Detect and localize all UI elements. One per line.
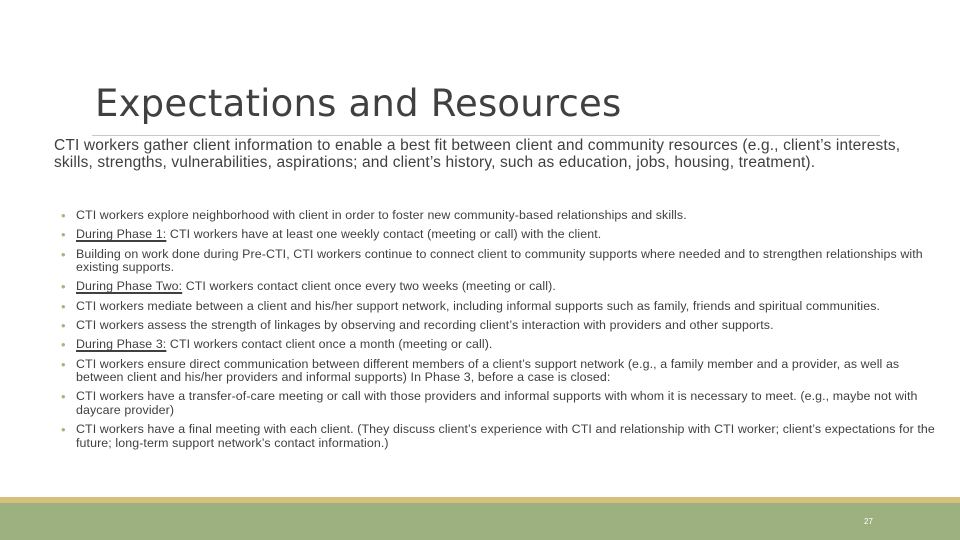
footer-band: [0, 503, 960, 540]
bullet-icon: •: [61, 356, 66, 372]
bullet-text: Building on work done during Pre-CTI, CTI workers continue to connect client to community supports where needed and to strengthen relationships with existing supports.: [76, 246, 923, 275]
bullet-text: CTI workers have a final meeting with each client. (They discuss client’s experience with CTI and relationship with CTI worker; client’s expectations for the future; long-term support network’s contact information.): [76, 422, 935, 450]
bullet-icon: •: [61, 422, 66, 438]
intro-paragraph: CTI workers gather client information to enable a best fit between client and community resources (e.g., client’s interests, skills, strengths, vulnerabilities, aspirations; and client’s history, such as education, jobs, housing, treatment).: [54, 137, 901, 171]
bullet-icon: •: [61, 318, 66, 333]
bullet-icon: •: [61, 279, 66, 295]
bullet-icon: •: [61, 389, 66, 405]
bullet-item: [61, 228, 941, 242]
phase-label: During Phase 3:: [76, 337, 167, 352]
bullet-icon: •: [61, 208, 66, 223]
bullet-icon: •: [61, 227, 66, 243]
bullet-text: CTI workers explore neighborhood with client in order to foster new community-based relationships and skills.: [76, 208, 687, 222]
page-number: 27: [864, 517, 873, 526]
bullet-icon: •: [61, 298, 66, 314]
bullet-item: [61, 423, 941, 450]
bullet-text: CTI workers contact client once a month (meeting or call).: [166, 337, 493, 352]
bullet-text: CTI workers contact client once every two weeks (meeting or call).: [182, 279, 556, 294]
phase-label: During Phase Two:: [76, 279, 183, 294]
bullet-item: [61, 209, 941, 223]
bullet-text: CTI workers assess the strength of linkages by observing and recording client’s interaction with providers and other supports.: [76, 318, 774, 332]
slide-title: Expectations and Resources: [95, 82, 622, 125]
bullet-text: CTI workers ensure direct communication between different members of a client’s support network (e.g., a family member and a provider, as well as between client and his/her providers and informal supports) In Phase 3, before a case is closed:: [76, 356, 900, 385]
bullet-icon: •: [61, 337, 66, 353]
phase-label: During Phase 1:: [76, 227, 167, 242]
bullet-item: [61, 358, 941, 385]
bullet-item: [61, 300, 941, 314]
bullet-item: [61, 319, 941, 333]
bullet-text: CTI workers have at least one weekly contact (meeting or call) with the client.: [166, 227, 602, 242]
bullet-text: CTI workers have a transfer-of-care meeting or call with those providers and informal supports with whom it is necessary to meet. (e.g., maybe not with daycare provider): [76, 389, 918, 418]
title-divider: [92, 135, 880, 136]
bullet-text: CTI workers mediate between a client and his/her support network, including informal supports such as family, friends and spiritual communities.: [76, 298, 881, 313]
bullet-item: [61, 390, 941, 417]
bullet-icon: •: [61, 246, 66, 262]
bullet-item: [61, 338, 941, 352]
bullet-item: [61, 248, 941, 275]
bullet-item: [61, 280, 941, 294]
bullet-list: [61, 209, 941, 456]
